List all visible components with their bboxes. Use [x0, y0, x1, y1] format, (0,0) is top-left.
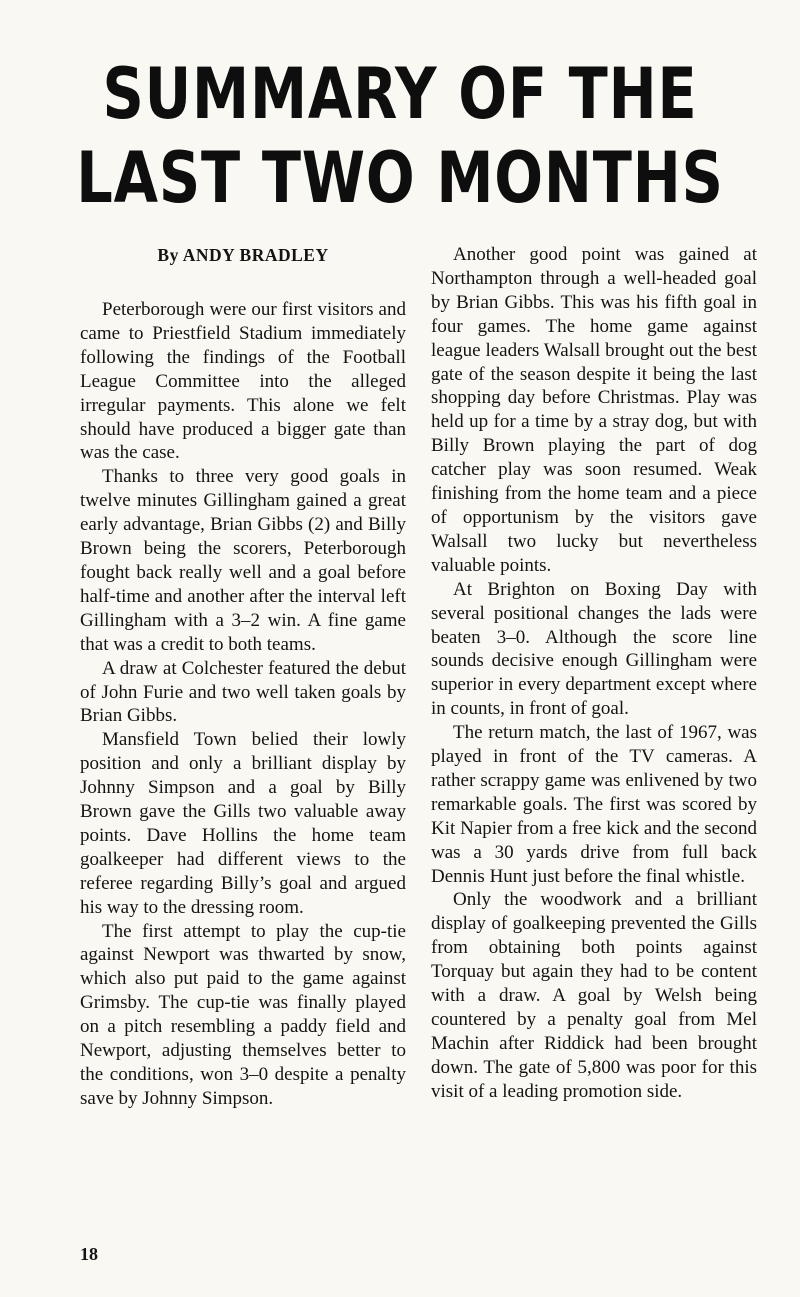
page-title — [72, 52, 728, 220]
paragraph: Mansfield Town belied their lowly position and only a brilliant display by Johnny Simpson and a goal by Billy Brown gave the Gills two valuable away points. Dave Hollins the home team goalkeeper had different views to the referee regarding Billy’s goal and argued his way to the dressing room. — [80, 729, 406, 918]
byline: By ANDY BRADLEY — [157, 245, 329, 265]
paragraph: Only the woodwork and a brilliant display of goalkeeping prevented the Gills from obtaining both points against Torquay but again they had to be content with a draw. A goal by Welsh being countered by a penalty goal from Mel Machin after Riddick had been brought down. The gate of 5,800 was poor for this visit of a leading promotion side. — [431, 889, 757, 1102]
article-column-right — [431, 243, 757, 1104]
page-number: 18 — [80, 1244, 98, 1264]
title-line-1: SUMMARY OF THE — [102, 53, 698, 135]
paragraph: The return match, the last of 1967, was played in front of the TV cameras. A rather scrappy game was enlivened by two remarkable goals. The first was scored by Kit Napier from a free kick and the second was a 30 yards drive from full back Dennis Hunt just before the final whistle. — [431, 722, 757, 887]
paragraph: At Brighton on Boxing Day with several positional changes the lads were beaten 3–0. Although the score line sounds decisive enough Gillingham were superior in every department except where in counts, in front of goal. — [431, 578, 757, 720]
paragraph: The first attempt to play the cup-tie against Newport was thwarted by snow, which also put paid to the game against Grimsby. The cup-tie was finally played on a pitch resembling a paddy field and Newport, adjusting themselves better to the conditions, won 3–0 despite a penalty save by Johnny Simpson. — [80, 920, 406, 1109]
paragraph: Another good point was gained at Northampton through a well-headed goal by Brian Gibbs. This was his fifth goal in four games. The home game against league leaders Walsall brought out the best gate of the season despite it being the last shopping day before Christmas. Play was held up for a time by a stray dog, but with Billy Brown playing the part of dog catcher play was soon resumed. Weak finishing from the home team and a piece of opportunism by the visitors gave Walsall two lucky but nevertheless valuable points. — [431, 244, 757, 576]
article-column-left — [80, 243, 406, 1111]
title-line-2: LAST TWO MONTHS — [76, 137, 724, 219]
paragraph: Thanks to three very good goals in twelve minutes Gillingham gained a great early advantage, Brian Gibbs (2) and Billy Brown being the scorers, Peterborough fought back really well and a goal before half-time and another after the interval left Gillingham with a 3–2 win. A fine game that was a credit to both teams. — [80, 466, 406, 655]
paragraph: Peterborough were our first visitors and came to Priestfield Stadium immediately following the findings of the Football League Committee into the alleged irregular payments. This alone we felt should have produced a bigger gate than was the case. — [80, 299, 406, 464]
paragraph: A draw at Colchester featured the debut of John Furie and two well taken goals by Brian Gibbs. — [80, 657, 406, 727]
